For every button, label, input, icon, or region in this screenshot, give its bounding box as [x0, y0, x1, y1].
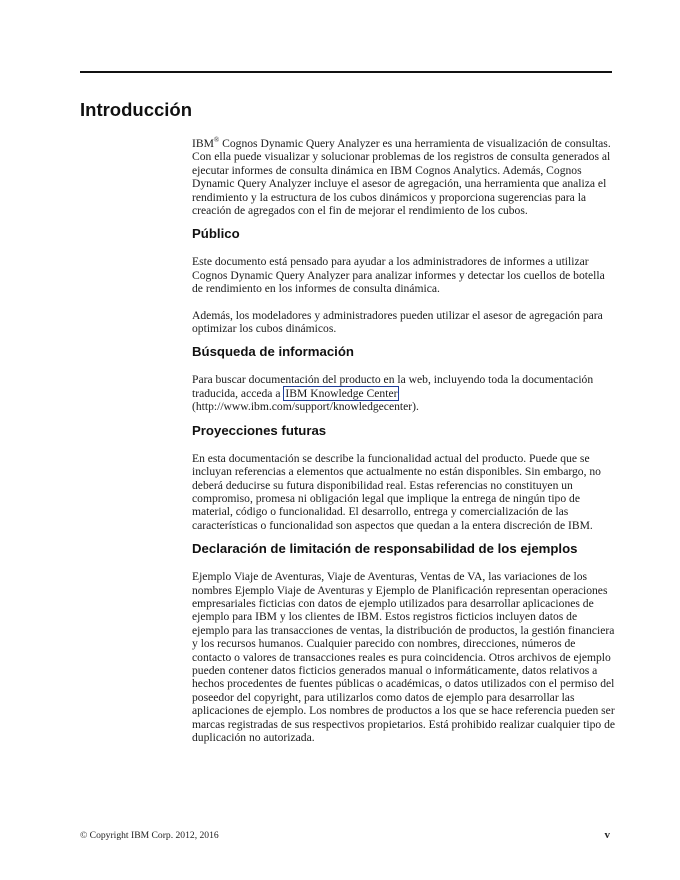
knowledge-center-link[interactable]: IBM Knowledge Center [285, 386, 398, 400]
audience-paragraph-1: Este documento está pensado para ayudar a los administradores de informes a utilizar Cognos Dynamic Query Analyzer para analizar informes y detectar los cuellos de botella de rendimiento en los informes de consulta dinámica. [192, 255, 605, 296]
finding-info-paragraph [192, 373, 616, 413]
registered-mark: ® [213, 136, 220, 144]
page-number: v [604, 829, 610, 841]
finding-info-text-after: (http://www.ibm.com/support/knowledgecenter). [192, 400, 419, 414]
intro-brand: IBM [192, 137, 214, 150]
forward-looking-paragraph: En esta documentación se describe la funcionalidad actual del producto. Puede que se incluyan referencias a elementos que actualmente no están disponibles. Sin embargo, no deberá deducirse su futura disponibilidad real. Estas referencias no constituyen un compromiso, promesa ni obligación legal que implique la entrega de ningún tipo de material, código o funcionalidad. El desarrollo, entrega y comercialización de las características o funcionalidad son aspectos que quedan a la entera discreción de IBM. [192, 451, 601, 532]
copyright-notice: © Copyright IBM Corp. 2012, 2016 [80, 830, 219, 841]
forward-looking-heading: Proyecciones futuras [192, 422, 327, 438]
audience-paragraph-2: Además, los modeladores y administradores pueden utilizar el asesor de agregación para optimizar los cubos dinámicos. [192, 308, 603, 336]
intro-text: Cognos Dynamic Query Analyzer es una herramienta de visualización de consultas. Con ella puede visualizar y solucionar problemas de los registros de consulta generados al ejecutar informes de consulta dinámica en IBM Cognos Analytics. Además, Cognos Dynamic Query Analyzer incluye el asesor de agregación, una herramienta que analiza el rendimiento y la estructura de los cubos dinámicos y proporciona sugerencias para la creación de agregados con el fin de mejorar el rendimiento de los cubos. [192, 137, 611, 218]
main-content [192, 137, 616, 744]
samples-disclaimer-heading: Declaración de limitación de responsabilidad de los ejemplos [192, 541, 578, 557]
finding-info-text-before: Para buscar documentación del producto en la web, incluyendo toda la documentación traducida, acceda a [192, 373, 594, 400]
finding-info-heading: Búsqueda de información [192, 344, 354, 360]
header-rule [80, 71, 612, 73]
page-title: Introducción [80, 99, 193, 120]
intro-paragraph [192, 137, 616, 217]
samples-disclaimer-paragraph: Ejemplo Viaje de Aventuras, Viaje de Aventuras, Ventas de VA, las variaciones de los nombres Ejemplo Viaje de Aventuras y Ejemplo de Planificación representan operaciones empresariales ficticias con datos de ejemplo utilizados para desarrollar aplicaciones de ejemplo para IBM y los clientes de IBM. Estos registros ficticios incluyen datos de ejemplo para las transacciones de ventas, la distribución de productos, la gestión financiera y los recursos humanos. Cualquier parecido con nombres, direcciones, números de contacto o valores de transacciones reales es pura coincidencia. Otros archivos de ejemplo pueden contener datos ficticios generados manual o informáticamente, datos relativos a hechos procedentes de fuentes públicas o académicas, o datos utilizados con el permiso del poseedor del copyright, para utilizarlos como datos de ejemplo para desarrollar las aplicaciones de ejemplo. Los nombres de productos a los que se hace referencia pueden ser marcas registradas de sus respectivos propietarios. Está prohibido realizar cualquier tipo de duplicación no autorizada. [192, 570, 616, 744]
audience-heading: Público [192, 226, 240, 242]
page-footer [80, 829, 610, 841]
